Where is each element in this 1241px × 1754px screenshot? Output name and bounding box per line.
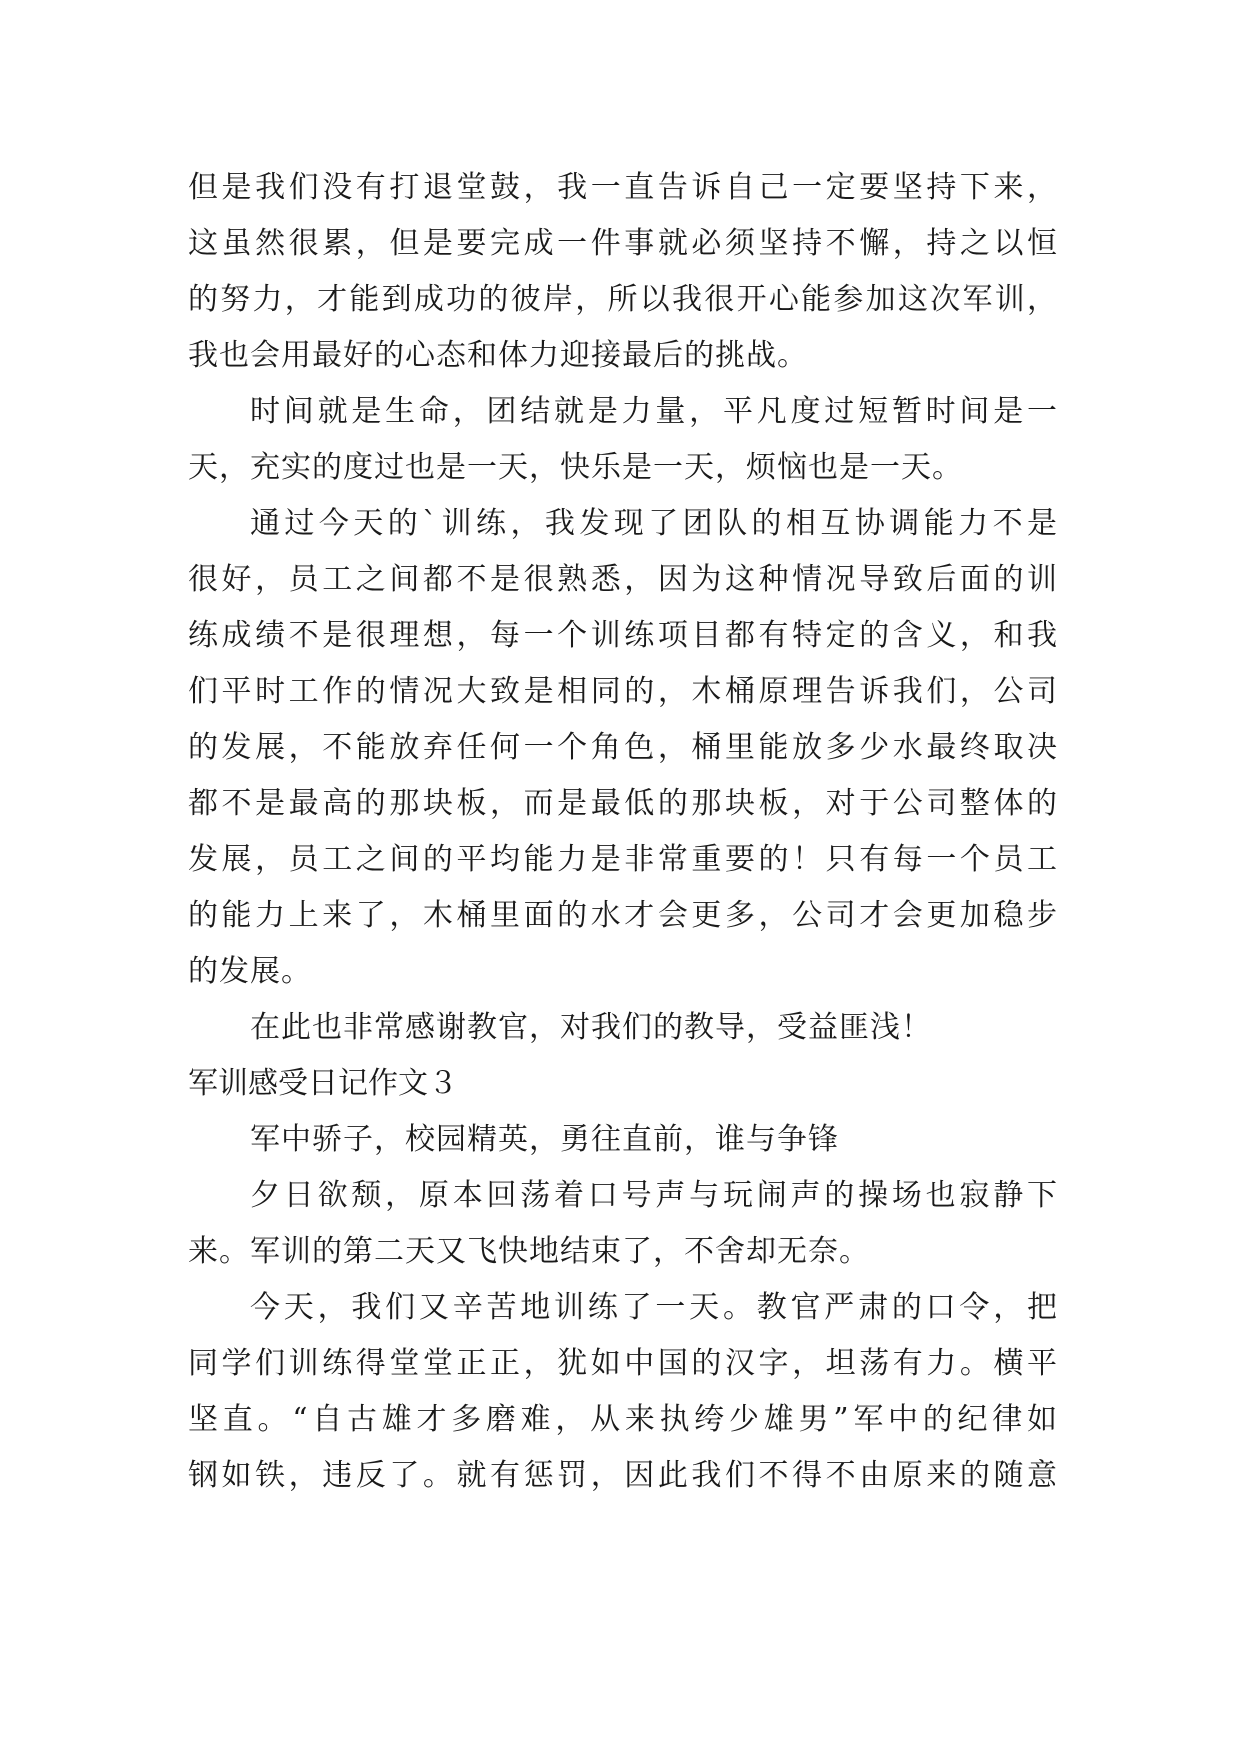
text-line: 们平时工作的情况大致是相同的，木桶原理告诉我们，公司 (188, 674, 1058, 709)
text-line: 来。军训的第二天又飞快地结束了，不舍却无奈。 (188, 1234, 870, 1269)
document-body (188, 160, 1058, 1504)
text-line: 钢如铁，违反了。就有惩罚，因此我们不得不由原来的随意 (188, 1458, 1058, 1493)
paragraph-first-line: 通过今天的`训练，我发现了团队的相互协调能力不是 (250, 506, 1058, 541)
text-line: 坚直。“自古雄才多磨难，从来执绔少雄男”军中的纪律如 (188, 1402, 1058, 1437)
paragraph-first-line: 在此也非常感谢教官，对我们的教导，受益匪浅！ (250, 1010, 932, 1045)
text-line: 我也会用最好的心态和体力迎接最后的挑战。 (188, 338, 808, 373)
text-line: 练成绩不是很理想，每一个训练项目都有特定的含义，和我 (188, 618, 1058, 653)
text-line: 但是我们没有打退堂鼓，我一直告诉自己一定要坚持下来， (188, 170, 1058, 205)
paragraph-first-line: 今天，我们又辛苦地训练了一天。教官严肃的口令，把 (250, 1290, 1058, 1325)
text-line: 同学们训练得堂堂正正，犹如中国的汉字，坦荡有力。横平 (188, 1346, 1058, 1381)
text-line: 的发展，不能放弃任何一个角色，桶里能放多少水最终取决 (188, 730, 1058, 765)
text-line: 发展，员工之间的平均能力是非常重要的！只有每一个员工 (188, 842, 1058, 877)
paragraph-first-line: 夕日欲颓，原本回荡着口号声与玩闹声的操场也寂静下 (250, 1178, 1058, 1213)
text-line: 天，充实的度过也是一天，快乐是一天，烦恼也是一天。 (188, 450, 963, 485)
text-line: 的发展。 (188, 954, 312, 989)
paragraph-first-line: 军中骄子，校园精英，勇往直前，谁与争锋 (250, 1122, 839, 1157)
text-line: 很好，员工之间都不是很熟悉，因为这种情况导致后面的训 (188, 562, 1058, 597)
paragraph-first-line: 时间就是生命，团结就是力量，平凡度过短暂时间是一 (250, 394, 1058, 429)
section-heading: 军训感受日记作文３ (188, 1066, 458, 1101)
text-line: 都不是最高的那块板，而是最低的那块板，对于公司整体的 (188, 786, 1058, 821)
text-line: 的努力，才能到成功的彼岸，所以我很开心能参加这次军训， (188, 282, 1058, 317)
text-line: 这虽然很累，但是要完成一件事就必须坚持不懈，持之以恒 (188, 226, 1058, 261)
text-line: 的能力上来了，木桶里面的水才会更多，公司才会更加稳步 (188, 898, 1058, 933)
